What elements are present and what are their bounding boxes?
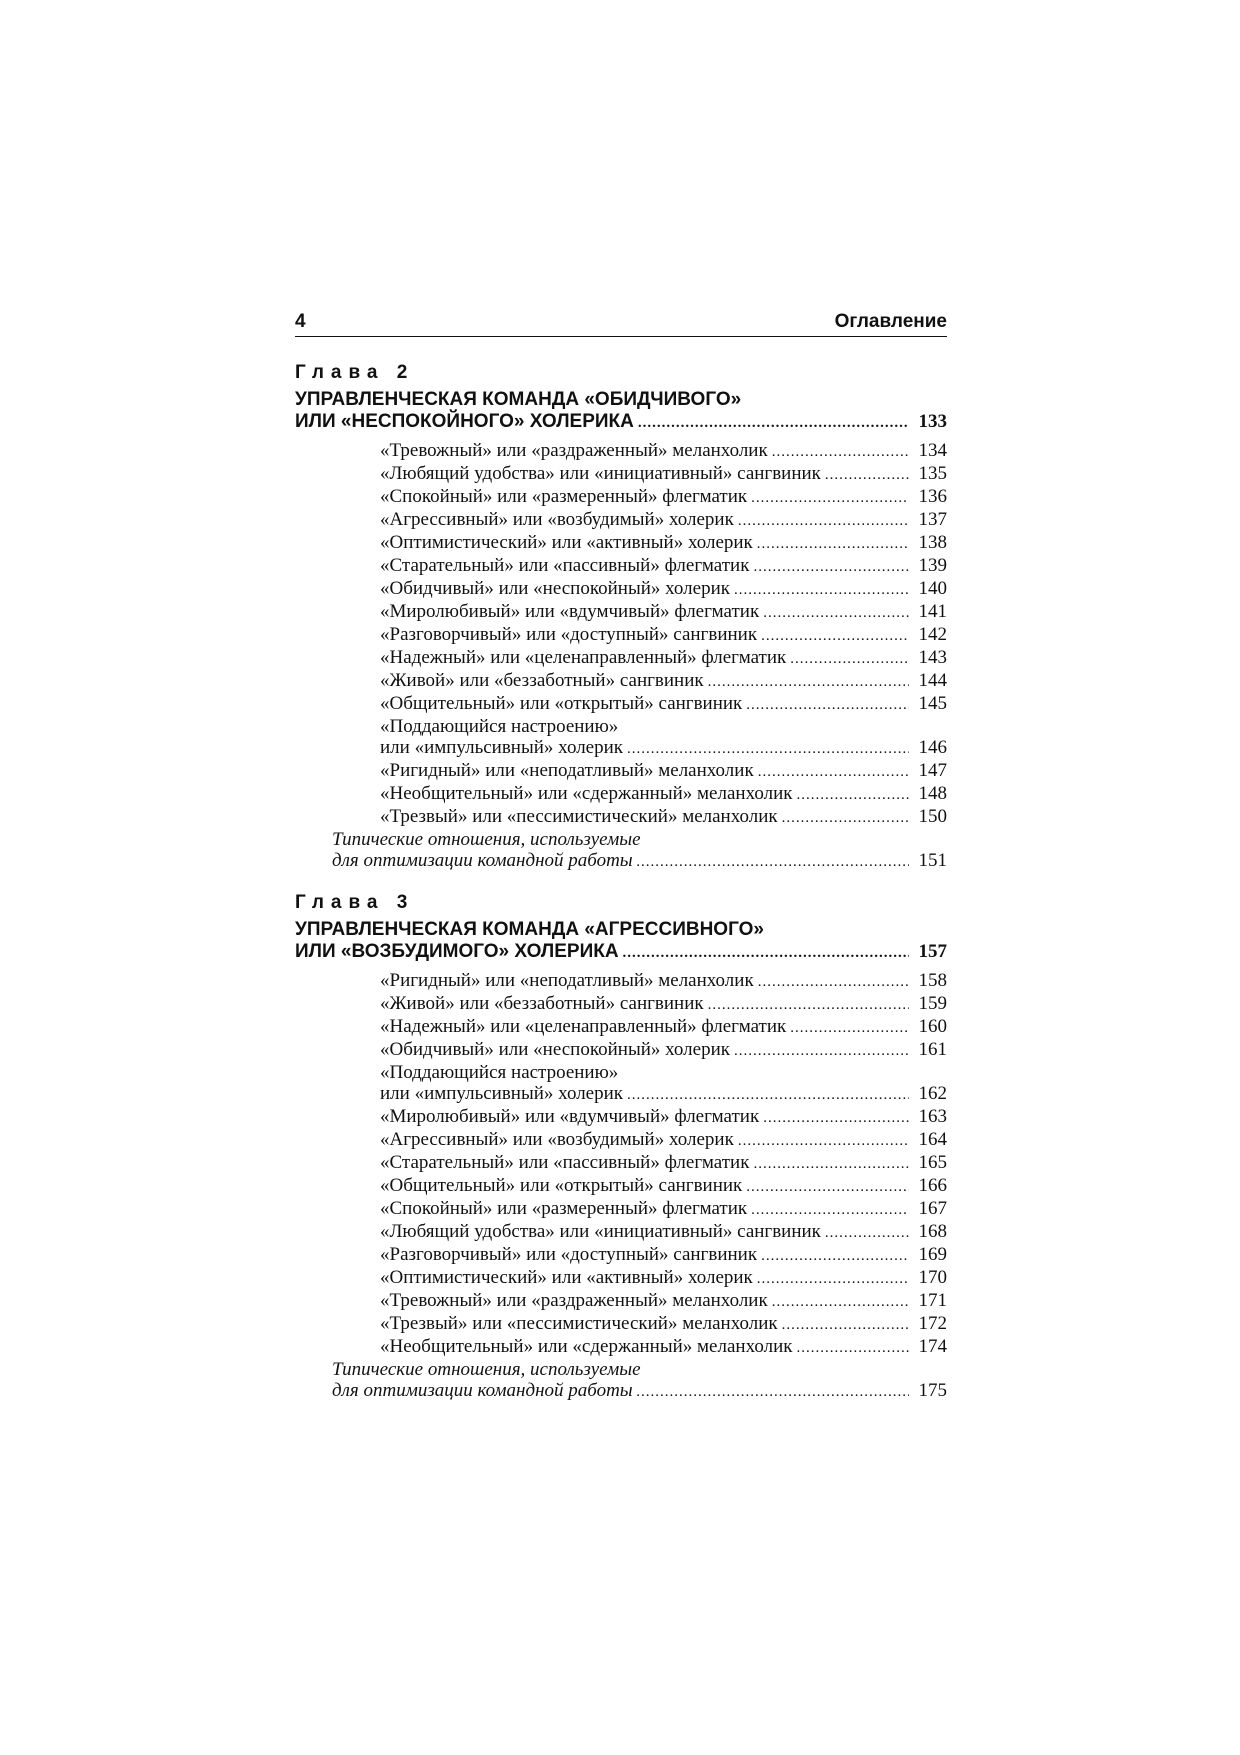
toc-entry[interactable] xyxy=(380,1221,947,1244)
toc-entry[interactable] xyxy=(380,1198,947,1221)
toc-entry-text: «Спокойный» или «размеренный» флегматик xyxy=(380,486,748,507)
summary-first-line: Типические отношения, используемые xyxy=(332,1359,641,1380)
toc-entry-text: «Спокойный» или «размеренный» флегматик xyxy=(380,1198,748,1219)
toc-entry[interactable] xyxy=(380,693,947,716)
dot-leader xyxy=(738,511,909,532)
dot-leader xyxy=(790,1018,909,1039)
toc-entry-text: «Обидчивый» или «неспокойный» холерик xyxy=(380,1039,730,1060)
dot-leader xyxy=(763,1108,909,1129)
toc-entry-text: «Надежный» или «целенаправленный» флегматик xyxy=(380,647,787,668)
page-ref: 165 xyxy=(918,1152,947,1173)
toc-entry-text: «Миролюбивый» или «вдумчивый» флегматик xyxy=(380,1106,760,1127)
page-ref: 141 xyxy=(918,601,947,622)
dot-leader xyxy=(746,1177,909,1198)
dot-leader xyxy=(796,785,909,806)
toc-entry[interactable] xyxy=(380,486,947,509)
toc-entry[interactable] xyxy=(380,555,947,578)
dot-leader xyxy=(734,1041,909,1062)
dot-leader xyxy=(796,1338,909,1359)
chapter-title-entry[interactable] xyxy=(295,941,947,964)
toc-entry[interactable] xyxy=(380,1039,947,1062)
toc-entry-text: «Трезвый» или «пессимистический» меланхолик xyxy=(380,1313,778,1334)
dot-leader xyxy=(761,1246,909,1267)
toc-entry-text: «Общительный» или «открытый» сангвиник xyxy=(380,693,743,714)
toc-entry[interactable] xyxy=(380,1106,947,1129)
page-ref: 143 xyxy=(918,647,947,668)
dot-leader xyxy=(782,1315,909,1336)
page-ref: 136 xyxy=(918,486,947,507)
dot-leader xyxy=(790,649,909,670)
toc-entry-text: «Тревожный» или «раздраженный» меланхолик xyxy=(380,440,768,461)
section-title: Оглавление xyxy=(834,311,947,332)
toc-entry-text: «Ригидный» или «неподатливый» меланхолик xyxy=(380,970,754,991)
toc-entry[interactable] xyxy=(380,1152,947,1175)
toc-entry-text: «Тревожный» или «раздраженный» меланхолик xyxy=(380,1290,768,1311)
dot-leader xyxy=(623,942,909,964)
summary-text: для оптимизации командной работы xyxy=(332,1380,633,1401)
dot-leader xyxy=(708,995,909,1016)
toc-entry-text: «Необщительный» или «сдержанный» меланхолик xyxy=(380,783,793,804)
toc-entry-text: или «импульсивный» холерик xyxy=(380,737,624,758)
page-ref: 174 xyxy=(918,1336,947,1357)
toc-entry-text: «Старательный» или «пассивный» флегматик xyxy=(380,1152,750,1173)
summary-text: для оптимизации командной работы xyxy=(332,850,633,871)
page-ref: 162 xyxy=(918,1083,947,1104)
toc-entry-text: «Ригидный» или «неподатливый» меланхолик xyxy=(380,760,754,781)
toc-entry-text: «Живой» или «беззаботный» сангвиник xyxy=(380,993,704,1014)
page-ref: 146 xyxy=(918,737,947,758)
dot-leader xyxy=(761,626,909,647)
toc-entry-first-line: «Поддающийся настроению» xyxy=(380,1062,619,1083)
page-ref: 159 xyxy=(918,993,947,1014)
page-ref: 151 xyxy=(918,850,947,871)
dot-leader xyxy=(753,1154,909,1175)
toc-entry-text: «Оптимистический» или «активный» холерик xyxy=(380,1267,753,1288)
toc-entry-text: «Агрессивный» или «возбудимый» холерик xyxy=(380,1129,734,1150)
chapter-2 xyxy=(295,361,947,873)
toc-entry[interactable] xyxy=(380,440,947,463)
toc-entry-text: «Миролюбивый» или «вдумчивый» флегматик xyxy=(380,601,760,622)
page-ref: 140 xyxy=(918,578,947,599)
toc-page xyxy=(295,310,947,1403)
page-ref: 163 xyxy=(918,1106,947,1127)
toc-entry[interactable] xyxy=(380,1083,947,1106)
toc-entry[interactable] xyxy=(380,601,947,624)
chapter-title-line: УПРАВЛЕНЧЕСКАЯ КОМАНДА «ОБИДЧИВОГО» xyxy=(295,389,742,410)
toc-entries xyxy=(295,440,947,829)
page-ref: 137 xyxy=(918,509,947,530)
summary-first-line: Типические отношения, используемые xyxy=(332,829,641,850)
summary-entry xyxy=(295,829,947,873)
toc-entry[interactable] xyxy=(380,783,947,806)
page-ref: 142 xyxy=(918,624,947,645)
chapter-title-line: УПРАВЛЕНЧЕСКАЯ КОМАНДА «АГРЕССИВНОГО» xyxy=(295,919,764,940)
dot-leader xyxy=(738,1131,909,1152)
toc-entry-text: «Любящий удобства» или «инициативный» сангвиник xyxy=(380,1221,821,1242)
page-ref: 150 xyxy=(918,806,947,827)
dot-leader xyxy=(751,1200,909,1221)
toc-entry[interactable] xyxy=(380,1175,947,1198)
toc-entry[interactable] xyxy=(380,1336,947,1359)
toc-entry[interactable] xyxy=(380,993,947,1016)
chapter-label: Глава 2 xyxy=(295,362,415,383)
running-head xyxy=(295,310,947,337)
dot-leader xyxy=(734,580,909,601)
dot-leader xyxy=(757,534,909,555)
toc-entry-text: «Общительный» или «открытый» сангвиник xyxy=(380,1175,743,1196)
page-ref: 144 xyxy=(918,670,947,691)
page-ref: 171 xyxy=(918,1290,947,1311)
chapter-title-line: ИЛИ «НЕСПОКОЙНОГО» ХОЛЕРИКА xyxy=(295,411,634,432)
toc-entry[interactable] xyxy=(380,1244,947,1267)
page-ref: 164 xyxy=(918,1129,947,1150)
toc-entry[interactable] xyxy=(380,1267,947,1290)
dot-leader xyxy=(772,1292,909,1313)
toc-entry[interactable] xyxy=(380,737,947,760)
chapter-title xyxy=(295,389,947,434)
page-ref: 166 xyxy=(918,1175,947,1196)
toc-entry-text: «Разговорчивый» или «доступный» сангвиник xyxy=(380,624,758,645)
toc-entry[interactable] xyxy=(380,760,947,783)
chapter-title-entry[interactable] xyxy=(295,411,947,434)
toc-entry-text: «Живой» или «беззаботный» сангвиник xyxy=(380,670,704,691)
toc-entry-text: «Старательный» или «пассивный» флегматик xyxy=(380,555,750,576)
page-ref: 161 xyxy=(918,1039,947,1060)
dot-leader xyxy=(627,739,909,760)
dot-leader xyxy=(825,465,909,486)
page-ref: 138 xyxy=(918,532,947,553)
toc-entry-text: «Необщительный» или «сдержанный» меланхолик xyxy=(380,1336,793,1357)
summary-entry xyxy=(295,1359,947,1403)
dot-leader xyxy=(638,412,909,434)
toc-entry[interactable] xyxy=(380,647,947,670)
toc-entry-text: «Оптимистический» или «активный» холерик xyxy=(380,532,753,553)
page-ref: 147 xyxy=(918,760,947,781)
chapter-3 xyxy=(295,891,947,1403)
toc-entry[interactable] xyxy=(380,532,947,555)
toc-entry-text: «Любящий удобства» или «инициативный» сангвиник xyxy=(380,463,821,484)
dot-leader xyxy=(763,603,909,624)
dot-leader xyxy=(825,1223,909,1244)
toc-entry[interactable] xyxy=(380,463,947,486)
chapter-label: Глава 3 xyxy=(295,892,415,913)
page-ref: 168 xyxy=(918,1221,947,1242)
toc-entry[interactable] xyxy=(380,670,947,693)
dot-leader xyxy=(758,762,909,783)
toc-entry-first-line: «Поддающийся настроению» xyxy=(380,716,619,737)
toc-entry[interactable] xyxy=(380,806,947,829)
dot-leader xyxy=(708,672,909,693)
toc-entry-text: «Трезвый» или «пессимистический» меланхолик xyxy=(380,806,778,827)
page-ref: 160 xyxy=(918,1016,947,1037)
page-ref: 167 xyxy=(918,1198,947,1219)
summary-line[interactable] xyxy=(332,1380,947,1403)
page-number: 4 xyxy=(295,311,306,332)
page-ref: 175 xyxy=(918,1380,947,1401)
toc-entry-text: «Надежный» или «целенаправленный» флегматик xyxy=(380,1016,787,1037)
page-ref: 169 xyxy=(918,1244,947,1265)
toc-entry[interactable] xyxy=(380,624,947,647)
page-ref: 135 xyxy=(918,463,947,484)
toc-entry[interactable] xyxy=(380,970,947,993)
dot-leader xyxy=(637,1382,909,1403)
dot-leader xyxy=(751,488,909,509)
toc-entry-text: «Разговорчивый» или «доступный» сангвиник xyxy=(380,1244,758,1265)
toc-entry[interactable] xyxy=(380,578,947,601)
toc-entry[interactable] xyxy=(380,1016,947,1039)
toc-entry-text: «Агрессивный» или «возбудимый» холерик xyxy=(380,509,734,530)
dot-leader xyxy=(637,852,909,873)
page-ref: 158 xyxy=(918,970,947,991)
dot-leader xyxy=(746,695,909,716)
page-ref: 139 xyxy=(918,555,947,576)
toc-entry[interactable] xyxy=(380,1129,947,1152)
toc-entry[interactable] xyxy=(380,1313,947,1336)
page-ref: 172 xyxy=(918,1313,947,1334)
chapter-list xyxy=(295,361,947,1403)
toc-entry-text: или «импульсивный» холерик xyxy=(380,1083,624,1104)
page-ref: 133 xyxy=(918,411,947,432)
dot-leader xyxy=(772,442,909,463)
toc-entry-text: «Обидчивый» или «неспокойный» холерик xyxy=(380,578,730,599)
toc-entry[interactable] xyxy=(380,509,947,532)
page-ref: 148 xyxy=(918,783,947,804)
chapter-title xyxy=(295,919,947,964)
page-ref: 134 xyxy=(918,440,947,461)
dot-leader xyxy=(753,557,909,578)
toc-entries xyxy=(295,970,947,1359)
toc-entry[interactable] xyxy=(380,1290,947,1313)
dot-leader xyxy=(782,808,909,829)
chapter-title-line: ИЛИ «ВОЗБУДИМОГО» ХОЛЕРИКА xyxy=(295,941,619,962)
dot-leader xyxy=(758,972,909,993)
dot-leader xyxy=(757,1269,909,1290)
summary-line[interactable] xyxy=(332,850,947,873)
dot-leader xyxy=(627,1085,909,1106)
page-ref: 145 xyxy=(918,693,947,714)
page-ref: 157 xyxy=(918,941,947,962)
page-ref: 170 xyxy=(918,1267,947,1288)
